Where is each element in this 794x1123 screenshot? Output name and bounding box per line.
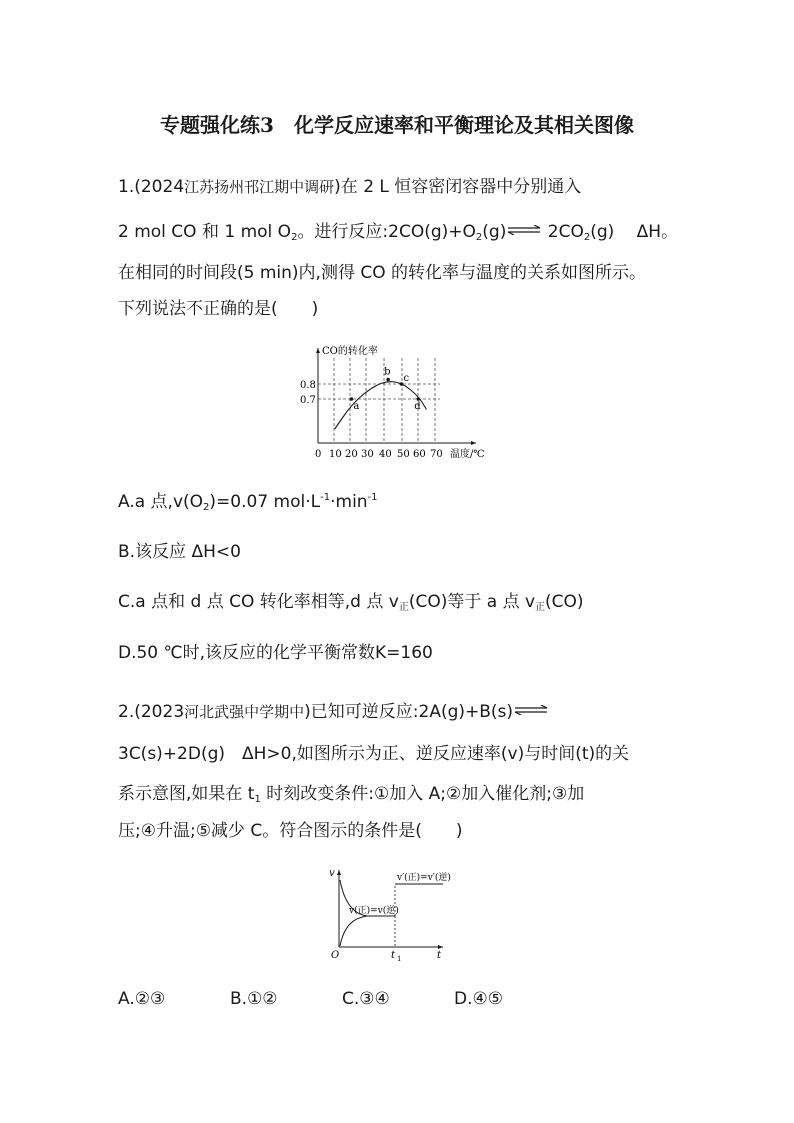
q1-line2-d: 2CO xyxy=(542,222,584,242)
q1-point-label-b: b xyxy=(384,366,391,378)
y-axis-arrow-icon xyxy=(337,870,341,875)
q1-line2 xyxy=(118,221,678,249)
q1-year: (2024 xyxy=(134,177,185,197)
sub: 正 xyxy=(398,602,409,613)
q2-line3-a: 系示意图,如果在 t xyxy=(118,784,255,804)
q2-line1-rest: )已知可逆反应:2A(g)+B(s) xyxy=(304,702,514,722)
q2-line1 xyxy=(118,701,549,723)
q1-chart-xlabel: 温度/℃ xyxy=(450,449,485,460)
sub: 1 xyxy=(254,794,261,805)
q1-optC-b: (CO)等于 a 点 v xyxy=(408,592,536,612)
q1-xtick-40: 40 xyxy=(379,449,392,460)
q2-line3 xyxy=(118,783,584,811)
q1-ytick-0.8: 0.8 xyxy=(300,380,316,391)
q1-optA-c: ·min xyxy=(330,492,368,512)
q1-line2-b: 。进行反应:2CO(g)+O xyxy=(297,222,476,242)
y-axis-arrow-icon xyxy=(316,348,320,353)
q1-line2-a: 2 mol CO 和 1 mol O xyxy=(118,222,292,242)
q1-line1 xyxy=(118,176,581,198)
equilibrium-arrow-icon xyxy=(513,705,549,715)
q2-chart xyxy=(325,862,455,962)
q1-optA-a: A.a 点,v(O xyxy=(118,492,204,512)
q2-source: 河北武强中学期中 xyxy=(184,703,305,721)
q2-line3-b: 时刻改变条件:①加入 A;②加入催化剂;③加 xyxy=(260,784,585,804)
q1-xtick-0: 0 xyxy=(315,449,322,460)
q1-point-b xyxy=(386,378,390,382)
sub: 2 xyxy=(203,502,210,513)
q2-chart-xlabel: t xyxy=(437,950,442,961)
q2-chart-t1-sub: 1 xyxy=(397,955,402,962)
q1-xtick-50: 50 xyxy=(397,449,410,460)
q1-xtick-20: 20 xyxy=(345,449,358,460)
q1-xtick-30: 30 xyxy=(361,449,374,460)
q2-chart-ylabel: v xyxy=(329,868,335,879)
q1-optA-b: )=0.07 mol·L xyxy=(209,492,321,512)
sub: 正 xyxy=(535,602,546,613)
q1-option-c xyxy=(118,591,584,619)
q1-line2-c: (g) xyxy=(482,222,507,242)
q2-label-after: v′(正)=v′(逆) xyxy=(397,873,451,883)
x-axis-arrow-icon xyxy=(438,945,443,949)
q1-option-a xyxy=(118,487,378,519)
q2-chart-t1: t xyxy=(391,950,396,961)
q1-point-label-d: d xyxy=(414,401,421,412)
q1-optC-c: (CO) xyxy=(545,592,584,612)
q2-option-d: D.④⑤ xyxy=(454,989,503,1009)
sup: -1 xyxy=(367,492,378,503)
q1-xtick-70: 70 xyxy=(430,449,443,460)
q2-line2: 3C(s)+2D(g) ΔH>0,如图所示为正、逆反应速率(v)与时间(t)的关 xyxy=(118,744,630,764)
q1-ytick-0.7: 0.7 xyxy=(300,395,316,406)
q2-option-c: C.③④ xyxy=(342,989,390,1009)
q2-label-before: v(正)=v(逆) xyxy=(349,906,399,916)
q2-number: 2. xyxy=(118,702,135,722)
q2-option-a: A.②③ xyxy=(118,989,166,1009)
q1-optC-a: C.a 点和 d 点 CO 转化率相等,d 点 v xyxy=(118,592,399,612)
q2-year: (2023 xyxy=(134,702,185,722)
q1-chart-ylabel: CO的转化率 xyxy=(322,346,378,357)
q2-options xyxy=(118,988,503,1010)
q1-line3: 在相同的时间段(5 min)内,测得 CO 的转化率与温度的关系如图所示。 xyxy=(118,263,647,283)
q1-xtick-10: 10 xyxy=(329,449,342,460)
sub: 2 xyxy=(475,232,483,243)
q1-line2-e: (g) ΔH。 xyxy=(590,222,679,242)
q1-number: 1. xyxy=(118,177,135,197)
q1-point-label-c: c xyxy=(403,373,410,384)
page-title: 专题强化练3 化学反应速率和平衡理论及其相关图像 xyxy=(160,113,634,137)
q1-line1-rest: )在 2 L 恒容密闭容器中分别通入 xyxy=(334,177,582,197)
q2-option-b: B.①② xyxy=(230,989,278,1009)
q1-chart xyxy=(290,340,510,465)
q1-line4: 下列说法不正确的是( ) xyxy=(118,299,319,319)
q1-point-label-a: a xyxy=(353,401,360,412)
q1-option-b: B.该反应 ΔH<0 xyxy=(118,542,241,562)
q1-source: 江苏扬州邗江期中调研 xyxy=(184,178,335,196)
q1-xtick-60: 60 xyxy=(413,449,426,460)
q1-grid xyxy=(318,358,440,443)
sup: -1 xyxy=(320,492,331,503)
q2-line4: 压;④升温;⑤减少 C。符合图示的条件是( ) xyxy=(118,821,463,841)
q1-curve xyxy=(335,382,427,429)
q2-reverse-rate-curve xyxy=(340,916,367,946)
q2-chart-origin: O xyxy=(331,950,340,961)
sub: 2 xyxy=(291,232,298,243)
sub: 2 xyxy=(583,232,591,243)
equilibrium-arrow-icon xyxy=(506,225,542,235)
q1-option-d: D.50 ℃时,该反应的化学平衡常数K=160 xyxy=(118,643,433,663)
x-axis-arrow-icon xyxy=(471,441,476,445)
